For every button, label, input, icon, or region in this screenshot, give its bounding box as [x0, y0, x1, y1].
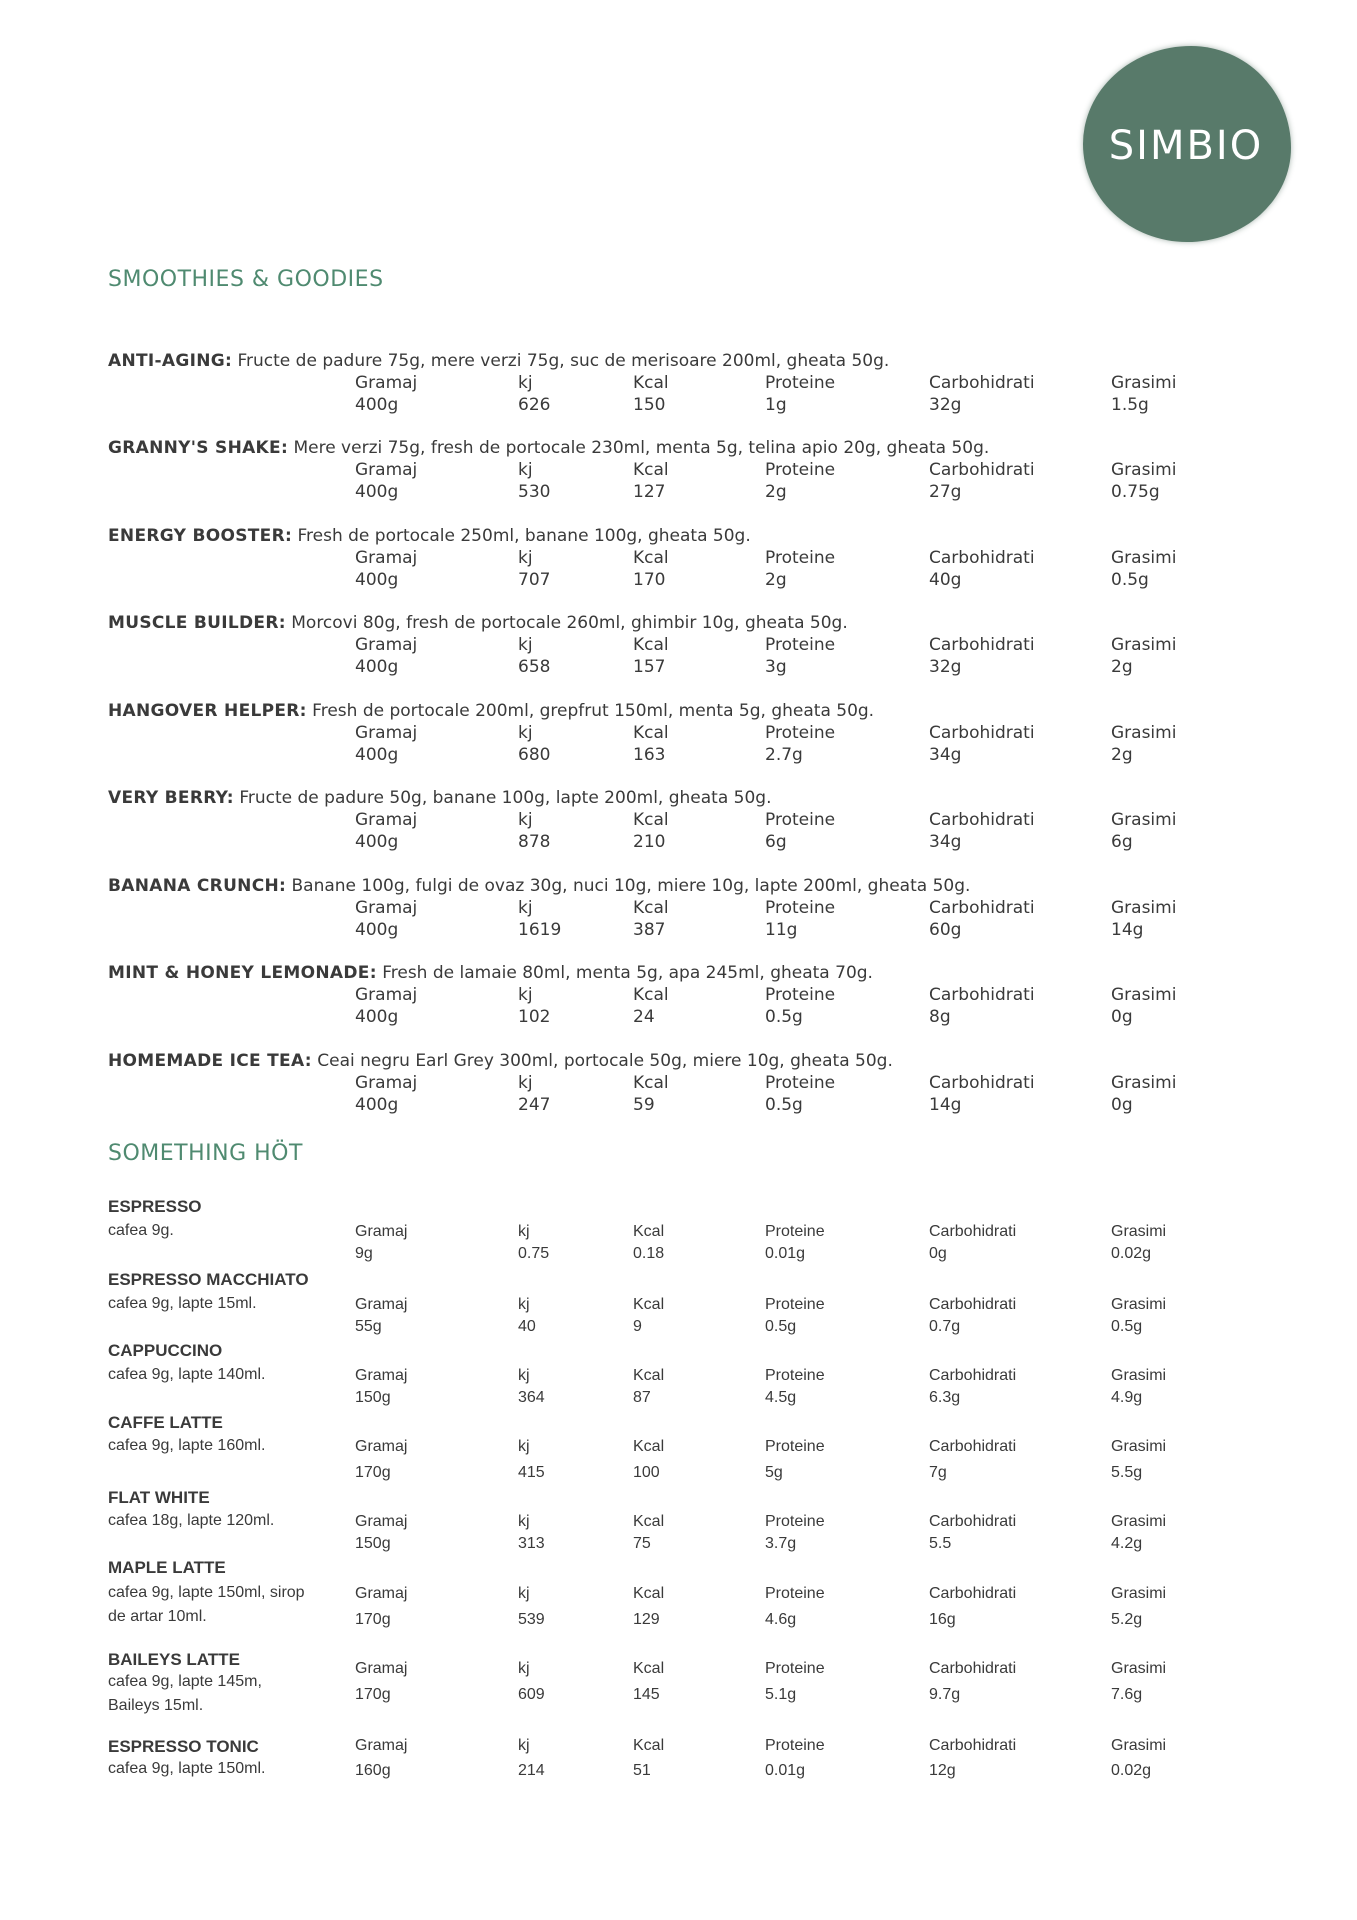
value-grasimi: 0g: [1111, 1007, 1133, 1027]
nutrition-header-row: [108, 1735, 1258, 1757]
value-kcal: 163: [633, 745, 666, 765]
header-proteine: Proteine: [765, 635, 836, 655]
header-proteine: Proteine: [765, 460, 836, 480]
value-carbohidrati: 14g: [929, 1095, 962, 1115]
nutrition-header-row: [108, 1436, 1258, 1458]
item-name: GRANNY'S SHAKE:: [108, 438, 289, 458]
value-proteine: 2g: [765, 482, 787, 502]
menu-item: [108, 437, 1258, 503]
item-description: cafea 9g, lapte 160ml.: [108, 1437, 266, 1454]
header-kj: kj: [518, 1367, 530, 1384]
value-kcal: 51: [633, 1762, 651, 1779]
value-proteine: 5g: [765, 1464, 783, 1481]
item-name: ESPRESSO TONIC: [108, 1737, 259, 1756]
value-gramaj: 400g: [355, 482, 399, 502]
value-kj: 609: [518, 1686, 545, 1703]
value-grasimi: 5.5g: [1111, 1464, 1143, 1481]
value-gramaj: 400g: [355, 745, 399, 765]
nutrition-header-row: [108, 984, 1258, 1006]
value-gramaj: 400g: [355, 1007, 399, 1027]
menu-item: [108, 525, 1258, 591]
value-grasimi: 0.5g: [1111, 570, 1149, 590]
menu-item: [108, 1050, 1258, 1116]
header-grasimi: Grasimi: [1111, 1296, 1167, 1313]
header-proteine: Proteine: [765, 1513, 825, 1530]
menu-item: [108, 1648, 1258, 1714]
header-kj: kj: [518, 1296, 530, 1313]
header-grasimi: Grasimi: [1111, 985, 1177, 1005]
header-proteine: Proteine: [765, 1438, 825, 1455]
value-carbohidrati: 9.7g: [929, 1686, 961, 1703]
menu-item: [108, 1339, 1258, 1406]
nutrition-header-row: [108, 372, 1258, 394]
nutrition-value-row: [108, 919, 1258, 941]
header-gramaj: Gramaj: [355, 898, 418, 918]
header-gramaj: Gramaj: [355, 1513, 408, 1530]
item-description: Fresh de portocale 250ml, banane 100g, gheata 50g.: [292, 526, 751, 546]
item-name: BAILEYS LATTE: [108, 1650, 240, 1669]
value-carbohidrati: 32g: [929, 657, 962, 677]
value-kcal: 100: [633, 1464, 660, 1481]
header-kcal: Kcal: [633, 1367, 665, 1384]
value-kj: 364: [518, 1389, 545, 1406]
value-proteine: 4.5g: [765, 1389, 797, 1406]
header-carbohidrati: Carbohidrati: [929, 548, 1035, 568]
value-carbohidrati: 60g: [929, 920, 962, 940]
value-kcal: 210: [633, 832, 666, 852]
value-kj: 313: [518, 1535, 545, 1552]
value-gramaj: 400g: [355, 1095, 399, 1115]
value-kcal: 0.18: [633, 1245, 665, 1262]
value-grasimi: 0.02g: [1111, 1762, 1152, 1779]
header-grasimi: Grasimi: [1111, 723, 1177, 743]
header-carbohidrati: Carbohidrati: [929, 1367, 1017, 1384]
value-proteine: 3g: [765, 657, 787, 677]
header-grasimi: Grasimi: [1111, 898, 1177, 918]
header-kcal: Kcal: [633, 985, 669, 1005]
value-grasimi: 4.2g: [1111, 1535, 1143, 1552]
item-name: HOMEMADE ICE TEA:: [108, 1051, 312, 1071]
nutrition-header-row: [108, 722, 1258, 744]
value-gramaj: 9g: [355, 1245, 373, 1262]
header-proteine: Proteine: [765, 1223, 825, 1240]
header-grasimi: Grasimi: [1111, 1737, 1167, 1754]
value-kcal: 24: [633, 1007, 655, 1027]
header-kj: kj: [518, 1438, 530, 1455]
item-name: CAPPUCCINO: [108, 1341, 223, 1360]
menu-item: [108, 350, 1258, 416]
value-gramaj: 400g: [355, 570, 399, 590]
header-grasimi: Grasimi: [1111, 810, 1177, 830]
header-kcal: Kcal: [633, 1737, 665, 1754]
header-gramaj: Gramaj: [355, 1223, 408, 1240]
header-kj: kj: [518, 810, 533, 830]
header-gramaj: Gramaj: [355, 1296, 408, 1313]
header-kcal: Kcal: [633, 548, 669, 568]
header-kcal: Kcal: [633, 460, 669, 480]
header-gramaj: Gramaj: [355, 723, 418, 743]
nutrition-value-row: [108, 1462, 1258, 1484]
value-carbohidrati: 0.7g: [929, 1318, 961, 1335]
value-kcal: 59: [633, 1095, 655, 1115]
item-description: Fresh de portocale 200ml, grepfrut 150ml, menta 5g, gheata 50g.: [306, 701, 875, 721]
menu-item: [108, 1195, 1258, 1262]
item-description: cafea 9g, lapte 140ml.: [108, 1366, 266, 1383]
header-kj: kj: [518, 460, 533, 480]
item-name: MINT & HONEY LEMONADE:: [108, 963, 377, 983]
header-gramaj: Gramaj: [355, 1367, 408, 1384]
brand-logo-text: SIMBIO: [1108, 123, 1264, 169]
value-proteine: 0.5g: [765, 1318, 797, 1335]
nutrition-value-row: [108, 1533, 1258, 1555]
header-carbohidrati: Carbohidrati: [929, 723, 1035, 743]
header-carbohidrati: Carbohidrati: [929, 985, 1035, 1005]
menu-item: [108, 1556, 1258, 1628]
value-proteine: 1g: [765, 395, 787, 415]
item-description: Fructe de padure 50g, banane 100g, lapte 200ml, gheata 50g.: [233, 788, 772, 808]
nutrition-header-row: [108, 547, 1258, 569]
value-kj: 0.75: [518, 1245, 550, 1262]
header-grasimi: Grasimi: [1111, 548, 1177, 568]
header-gramaj: Gramaj: [355, 1585, 408, 1602]
header-kj: kj: [518, 1585, 530, 1602]
header-gramaj: Gramaj: [355, 1073, 418, 1093]
value-proteine: 5.1g: [765, 1686, 797, 1703]
header-grasimi: Grasimi: [1111, 1585, 1167, 1602]
item-name: MAPLE LATTE: [108, 1558, 226, 1577]
header-kj: kj: [518, 1513, 530, 1530]
item-name: CAFFE LATTE: [108, 1413, 223, 1432]
value-kcal: 157: [633, 657, 666, 677]
item-description: cafea 9g, lapte 145m, Baileys 15ml.: [108, 1673, 262, 1714]
header-carbohidrati: Carbohidrati: [929, 1585, 1017, 1602]
value-proteine: 0.01g: [765, 1762, 806, 1779]
header-kj: kj: [518, 1737, 530, 1754]
header-kj: kj: [518, 1660, 530, 1677]
header-kcal: Kcal: [633, 810, 669, 830]
item-name: ESPRESSO: [108, 1197, 202, 1216]
header-proteine: Proteine: [765, 1296, 825, 1313]
value-kcal: 127: [633, 482, 666, 502]
value-kj: 626: [518, 395, 551, 415]
value-kcal: 87: [633, 1389, 651, 1406]
header-grasimi: Grasimi: [1111, 1073, 1177, 1093]
header-proteine: Proteine: [765, 548, 836, 568]
item-name: ENERGY BOOSTER:: [108, 526, 293, 546]
nutrition-header-row: [108, 1365, 1258, 1387]
header-grasimi: Grasimi: [1111, 635, 1177, 655]
header-proteine: Proteine: [765, 898, 836, 918]
value-kcal: 150: [633, 395, 666, 415]
value-proteine: 0.5g: [765, 1095, 803, 1115]
header-grasimi: Grasimi: [1111, 1367, 1167, 1384]
nutrition-value-row: [108, 744, 1258, 766]
value-kj: 40: [518, 1318, 536, 1335]
nutrition-header-row: [108, 634, 1258, 656]
value-gramaj: 170g: [355, 1611, 391, 1628]
value-gramaj: 150g: [355, 1389, 391, 1406]
item-description: Morcovi 80g, fresh de portocale 260ml, ghimbir 10g, gheata 50g.: [285, 613, 848, 633]
menu-item: [108, 962, 1258, 1028]
header-grasimi: Grasimi: [1111, 1513, 1167, 1530]
header-kj: kj: [518, 723, 533, 743]
menu-item: [108, 700, 1258, 766]
header-carbohidrati: Carbohidrati: [929, 1737, 1017, 1754]
header-carbohidrati: Carbohidrati: [929, 1513, 1017, 1530]
header-proteine: Proteine: [765, 373, 836, 393]
header-kcal: Kcal: [633, 1073, 669, 1093]
header-kj: kj: [518, 635, 533, 655]
value-kj: 247: [518, 1095, 551, 1115]
value-carbohidrati: 7g: [929, 1464, 947, 1481]
menu-item: [108, 612, 1258, 678]
header-proteine: Proteine: [765, 1737, 825, 1754]
header-proteine: Proteine: [765, 985, 836, 1005]
value-grasimi: 1.5g: [1111, 395, 1149, 415]
value-kj: 878: [518, 832, 551, 852]
header-kcal: Kcal: [633, 1223, 665, 1240]
menu-item: [108, 1735, 1258, 1779]
nutrition-value-row: [108, 1243, 1258, 1265]
value-kj: 214: [518, 1762, 545, 1779]
value-kcal: 145: [633, 1686, 660, 1703]
header-kcal: Kcal: [633, 635, 669, 655]
nutrition-value-row: [108, 1316, 1258, 1338]
nutrition-header-row: [108, 1072, 1258, 1094]
header-carbohidrati: Carbohidrati: [929, 1296, 1017, 1313]
value-gramaj: 170g: [355, 1464, 391, 1481]
header-kcal: Kcal: [633, 1660, 665, 1677]
value-carbohidrati: 34g: [929, 745, 962, 765]
header-gramaj: Gramaj: [355, 635, 418, 655]
value-carbohidrati: 12g: [929, 1762, 956, 1779]
value-gramaj: 150g: [355, 1535, 391, 1552]
header-kj: kj: [518, 1073, 533, 1093]
header-grasimi: Grasimi: [1111, 1438, 1167, 1455]
header-proteine: Proteine: [765, 723, 836, 743]
header-gramaj: Gramaj: [355, 985, 418, 1005]
menu-item: [108, 1486, 1258, 1552]
header-proteine: Proteine: [765, 1585, 825, 1602]
value-kj: 415: [518, 1464, 545, 1481]
item-name: MUSCLE BUILDER:: [108, 613, 286, 633]
value-proteine: 11g: [765, 920, 798, 940]
header-grasimi: Grasimi: [1111, 373, 1177, 393]
value-kj: 658: [518, 657, 551, 677]
value-proteine: 0.5g: [765, 1007, 803, 1027]
value-proteine: 6g: [765, 832, 787, 852]
header-carbohidrati: Carbohidrati: [929, 1438, 1017, 1455]
nutrition-value-row: [108, 1684, 1258, 1706]
value-grasimi: 0g: [1111, 1095, 1133, 1115]
nutrition-value-row: [108, 831, 1258, 853]
header-carbohidrati: Carbohidrati: [929, 373, 1035, 393]
header-grasimi: Grasimi: [1111, 1223, 1167, 1240]
header-kj: kj: [518, 373, 533, 393]
header-kcal: Kcal: [633, 723, 669, 743]
header-kcal: Kcal: [633, 373, 669, 393]
menu-item: [108, 1411, 1258, 1481]
value-kj: 530: [518, 482, 551, 502]
item-name: VERY BERRY:: [108, 788, 234, 808]
nutrition-header-row: [108, 1511, 1258, 1533]
value-kj: 680: [518, 745, 551, 765]
item-name: FLAT WHITE: [108, 1488, 210, 1507]
value-grasimi: 14g: [1111, 920, 1144, 940]
value-carbohidrati: 27g: [929, 482, 962, 502]
value-grasimi: 0.02g: [1111, 1245, 1152, 1262]
header-proteine: Proteine: [765, 810, 836, 830]
section-title-smoothies: SMOOTHIES & GOODIES: [108, 267, 384, 292]
value-carbohidrati: 40g: [929, 570, 962, 590]
value-gramaj: 55g: [355, 1318, 382, 1335]
item-name: HANGOVER HELPER:: [108, 701, 307, 721]
nutrition-header-row: [108, 1221, 1258, 1243]
section-title-hot: SOMETHING HÖT: [108, 1141, 303, 1166]
header-gramaj: Gramaj: [355, 1438, 408, 1455]
header-proteine: Proteine: [765, 1367, 825, 1384]
value-kcal: 9: [633, 1318, 642, 1335]
header-kcal: Kcal: [633, 1585, 665, 1602]
value-proteine: 0.01g: [765, 1245, 806, 1262]
nutrition-header-row: [108, 809, 1258, 831]
menu-item: [108, 1268, 1258, 1335]
value-kj: 102: [518, 1007, 551, 1027]
header-kcal: Kcal: [633, 1438, 665, 1455]
value-gramaj: 170g: [355, 1686, 391, 1703]
header-carbohidrati: Carbohidrati: [929, 635, 1035, 655]
item-name: ANTI-AGING:: [108, 351, 233, 371]
item-description: cafea 9g, lapte 150ml.: [108, 1760, 266, 1777]
value-kj: 1619: [518, 920, 562, 940]
item-name: BANANA CRUNCH:: [108, 876, 287, 896]
nutrition-value-row: [108, 1609, 1258, 1631]
value-proteine: 2.7g: [765, 745, 803, 765]
header-proteine: Proteine: [765, 1073, 836, 1093]
header-kj: kj: [518, 548, 533, 568]
nutrition-value-row: [108, 1094, 1258, 1116]
header-carbohidrati: Carbohidrati: [929, 460, 1035, 480]
item-description: Fresh de lamaie 80ml, menta 5g, apa 245ml, gheata 70g.: [376, 963, 873, 983]
nutrition-value-row: [108, 1760, 1258, 1782]
header-kcal: Kcal: [633, 1513, 665, 1530]
value-grasimi: 7.6g: [1111, 1686, 1143, 1703]
header-gramaj: Gramaj: [355, 1660, 408, 1677]
value-carbohidrati: 5.5: [929, 1535, 952, 1552]
value-gramaj: 160g: [355, 1762, 391, 1779]
item-description: cafea 9g, lapte 15ml.: [108, 1295, 257, 1312]
value-carbohidrati: 32g: [929, 395, 962, 415]
header-gramaj: Gramaj: [355, 1737, 408, 1754]
nutrition-value-row: [108, 569, 1258, 591]
nutrition-value-row: [108, 656, 1258, 678]
value-gramaj: 400g: [355, 657, 399, 677]
header-grasimi: Grasimi: [1111, 460, 1177, 480]
item-description: Ceai negru Earl Grey 300ml, portocale 50g, miere 10g, gheata 50g.: [311, 1051, 893, 1071]
value-kcal: 387: [633, 920, 666, 940]
value-carbohidrati: 16g: [929, 1611, 956, 1628]
header-kj: kj: [518, 898, 533, 918]
header-gramaj: Gramaj: [355, 548, 418, 568]
nutrition-header-row: [108, 459, 1258, 481]
value-grasimi: 0.5g: [1111, 1318, 1143, 1335]
nutrition-header-row: [108, 1583, 1258, 1605]
value-kcal: 75: [633, 1535, 651, 1552]
value-kcal: 129: [633, 1611, 660, 1628]
value-gramaj: 400g: [355, 920, 399, 940]
header-carbohidrati: Carbohidrati: [929, 898, 1035, 918]
value-grasimi: 2g: [1111, 657, 1133, 677]
header-carbohidrati: Carbohidrati: [929, 1223, 1017, 1240]
nutrition-value-row: [108, 1387, 1258, 1409]
header-carbohidrati: Carbohidrati: [929, 810, 1035, 830]
header-carbohidrati: Carbohidrati: [929, 1660, 1017, 1677]
value-proteine: 3.7g: [765, 1535, 797, 1552]
item-description: Banane 100g, fulgi de ovaz 30g, nuci 10g, miere 10g, lapte 200ml, gheata 50g.: [286, 876, 971, 896]
nutrition-header-row: [108, 897, 1258, 919]
menu-item: [108, 875, 1258, 941]
value-grasimi: 2g: [1111, 745, 1133, 765]
item-description: cafea 18g, lapte 120ml.: [108, 1512, 275, 1529]
header-kcal: Kcal: [633, 1296, 665, 1313]
header-gramaj: Gramaj: [355, 373, 418, 393]
value-grasimi: 4.9g: [1111, 1389, 1143, 1406]
value-kcal: 170: [633, 570, 666, 590]
header-gramaj: Gramaj: [355, 810, 418, 830]
value-proteine: 4.6g: [765, 1611, 797, 1628]
value-kj: 539: [518, 1611, 545, 1628]
item-description: Fructe de padure 75g, mere verzi 75g, suc de merisoare 200ml, gheata 50g.: [232, 351, 890, 371]
value-kj: 707: [518, 570, 551, 590]
value-carbohidrati: 6.3g: [929, 1389, 961, 1406]
header-kcal: Kcal: [633, 898, 669, 918]
value-grasimi: 5.2g: [1111, 1611, 1143, 1628]
item-description: cafea 9g.: [108, 1222, 174, 1239]
item-description: cafea 9g, lapte 150ml, sirop de artar 10ml.: [108, 1584, 305, 1625]
header-kj: kj: [518, 1223, 530, 1240]
value-carbohidrati: 0g: [929, 1245, 947, 1262]
menu-item: [108, 787, 1258, 853]
nutrition-header-row: [108, 1294, 1258, 1316]
value-proteine: 2g: [765, 570, 787, 590]
item-name: ESPRESSO MACCHIATO: [108, 1270, 309, 1289]
value-grasimi: 6g: [1111, 832, 1133, 852]
header-kj: kj: [518, 985, 533, 1005]
header-grasimi: Grasimi: [1111, 1660, 1167, 1677]
nutrition-value-row: [108, 481, 1258, 503]
value-grasimi: 0.75g: [1111, 482, 1160, 502]
value-carbohidrati: 34g: [929, 832, 962, 852]
item-description: Mere verzi 75g, fresh de portocale 230ml, menta 5g, telina apio 20g, gheata 50g.: [288, 438, 990, 458]
nutrition-header-row: [108, 1658, 1258, 1680]
nutrition-value-row: [108, 1006, 1258, 1028]
value-carbohidrati: 8g: [929, 1007, 951, 1027]
value-gramaj: 400g: [355, 395, 399, 415]
nutrition-value-row: [108, 394, 1258, 416]
header-gramaj: Gramaj: [355, 460, 418, 480]
value-gramaj: 400g: [355, 832, 399, 852]
header-carbohidrati: Carbohidrati: [929, 1073, 1035, 1093]
header-proteine: Proteine: [765, 1660, 825, 1677]
